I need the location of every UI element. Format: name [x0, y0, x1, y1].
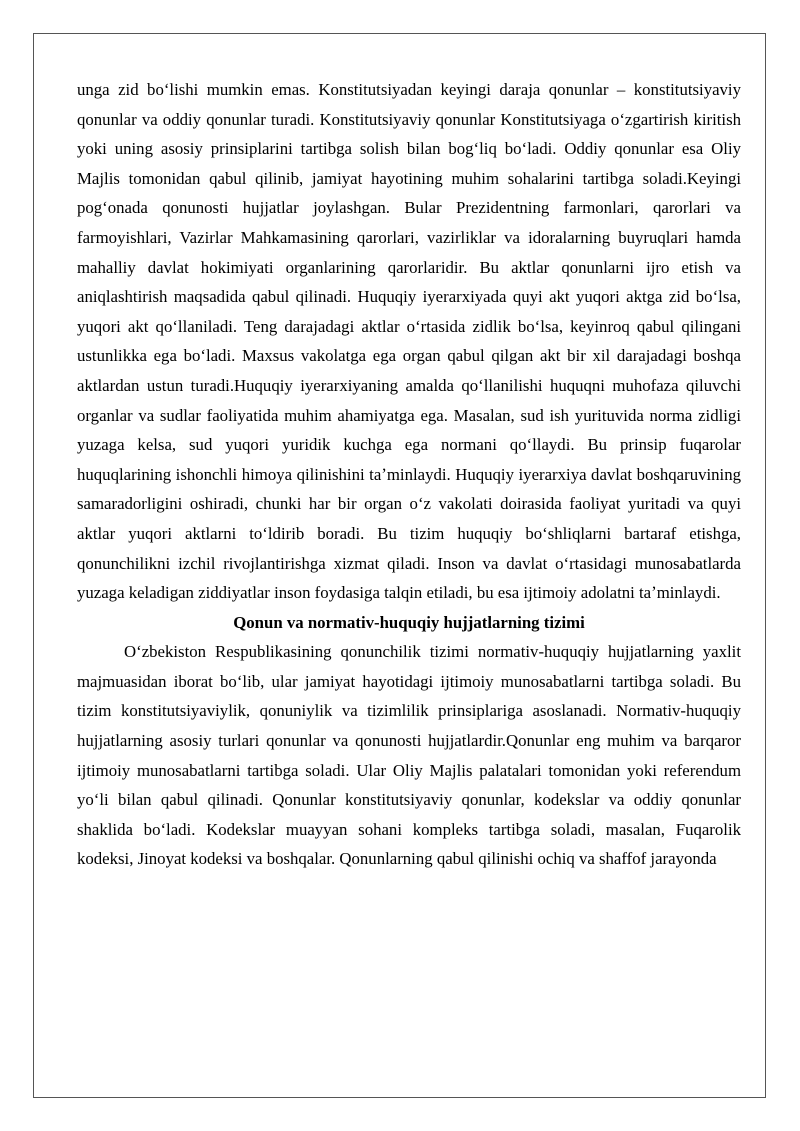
body-paragraph: Oʻzbekiston Respublikasining qonunchilik tizimi normativ-huquqiy hujjatlarning yaxlit majmuasidan iborat boʻlib, ular jamiyat hayotidagi ijtimoiy munosabatlarni tartibga soladi. Bu tizim konstitutsiyaviylik, qonuniylik va tizimlilik prinsiplariga asoslanadi. Normativ-huquqiy hujjatlarning asosiy turlari qonunlar va qonunosti hujjatlardir.Qonunlar eng muhim va barqaror ijtimoiy munosabatlarni tartibga soladi. Ular Oliy Majlis palatalari tomonidan yoki referendum yoʻli bilan qabul qilinadi. Qonunlar konstitutsiyaviy qonunlar, kodekslar va oddiy qonunlar shaklida boʻladi. Kodekslar muayyan sohani kompleks tartibga soladi, masalan, Fuqarolik kodeksi, Jinoyat kodeksi va boshqalar. Qonunlarning qabul qilinishi ochiq va shaffof jarayonda: [77, 642, 741, 869]
body-paragraph: unga zid boʻlishi mumkin emas. Konstitutsiyadan keyingi daraja qonunlar – konstitutsiyaviy qonunlar va oddiy qonunlar turadi. Konstitutsiyaviy qonunlar Konstitutsiyaga oʻzgartirish kiritish yoki uning asosiy prinsiplarini tartibga solish bilan bogʻliq boʻladi. Oddiy qonunlar esa Oliy Majlis tomonidan qabul qilinib, jamiyat hayotining muhim sohalarini tartibga soladi.Keyingi pogʻonada qonunosti hujjatlar joylashgan. Bular Prezidentning farmonlari, qarorlari va farmoyishlari, Vazirlar Mahkamasining qarorlari, vazirliklar va idoralarning buyruqlari hamda mahalliy davlat hokimiyati organlarining qarorlaridir. Bu aktlar qonunlarni ijro etish va aniqlashtirish maqsadida qabul qilinadi. Huquqiy iyerarxiyada quyi akt yuqori aktga zid boʻlsa, yuqori akt qoʻllaniladi. Teng darajadagi aktlar oʻrtasida zidlik boʻlsa, keyinroq qabul qilingani ustunlikka ega boʻladi. Maxsus vakolatga ega organ qabul qilgan akt bir xil darajadagi boshqa aktlardan ustun turadi.Huquqiy iyerarxiyaning amalda qoʻllanilishi huquqni muhofaza qiluvchi organlar va sudlar faoliyatida muhim ahamiyatga ega. Masalan, sud ish yurituvida norma zidligi yuzaga kelsa, sud yuqori yuridik kuchga ega normani qoʻllaydi. Bu prinsip fuqarolar huquqlarining ishonchli himoya qilinishini taʼminlaydi. Huquqiy iyerarxiya davlat boshqaruvining samaradorligini oshiradi, chunki har bir organ oʻz vakolati doirasida faoliyat yuritadi va quyi aktlar yuqori aktlarni toʻldirib boradi. Bu tizim huquqiy boʻshliqlarni bartaraf etishga, qonunchilikni izchil rivojlantirishga xizmat qiladi. Inson va davlat oʻrtasidagi munosabatlarda yuzaga keladigan ziddiyatlar inson foydasiga talqin etiladi, bu esa ijtimoiy adolatni taʼminlaydi.: [77, 80, 741, 603]
section-heading: Qonun va normativ-huquqiy hujjatlarning tizimi: [233, 612, 585, 632]
document-body: [77, 75, 741, 874]
